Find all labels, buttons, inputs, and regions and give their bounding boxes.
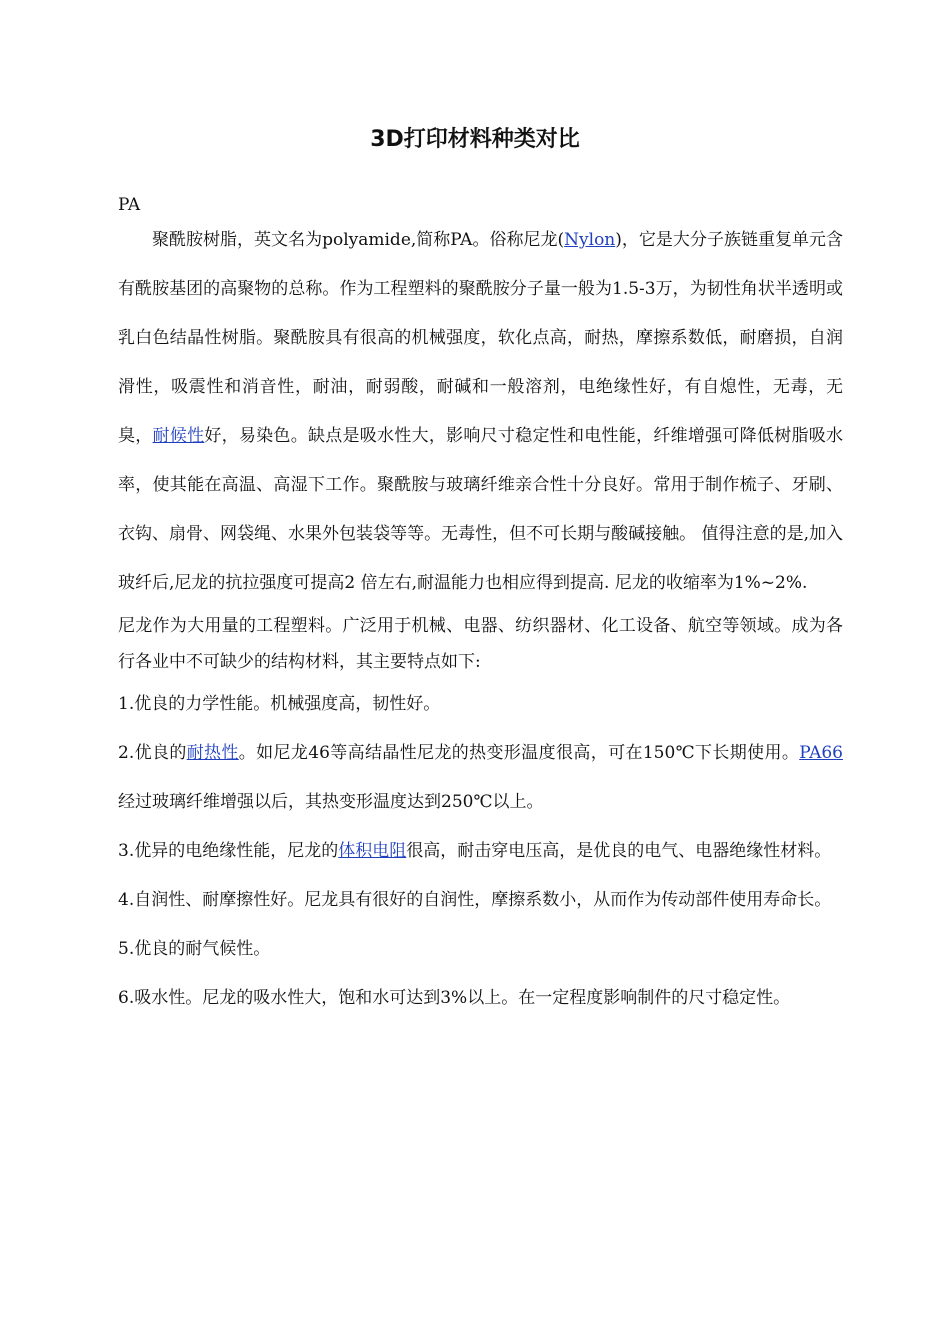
paragraph-pa-intro	[118, 216, 843, 608]
section-heading-pa: PA	[118, 195, 141, 215]
paragraph-usage: 尼龙作为大用量的工程塑料。广泛用于机械、电器、纺织器材、化工设备、航空等领域。成为各行各业中不可缺少的结构材料，其主要特点如下:	[118, 616, 843, 672]
link-weather-resistance[interactable]: 耐候性	[152, 426, 205, 446]
text-run: 好，易染色。缺点是吸水性大，影响尺寸稳定性和电性能，纤维增强可降低树脂吸水率，使其能在高温、高湿下工作。聚酰胺与玻璃纤维亲合性十分良好。常用于制作梳子、牙刷、衣钩、扇骨、网袋绳、水果外包装袋等等。无毒性，但不可长期与酸碱接触。 值得注意的是,加入玻纤后,尼龙的抗拉强度可提高2 倍左右,耐温能力也相应得到提高. 尼龙的收缩率为1%~2%.	[118, 426, 844, 593]
link-pa66[interactable]: PA66	[799, 743, 843, 763]
link-nylon[interactable]: Nylon	[564, 230, 616, 250]
text-run: 聚酰胺树脂，英文名为polyamide,简称PA。俗称尼龙(	[152, 230, 565, 250]
text-run: 3.优异的电绝缘性能，尼龙的	[118, 841, 339, 861]
text-run: )，它是大分子族链重复单元含有酰胺基团的高聚物的总称。作为工程塑料的聚酰胺分子量一般为1.5-3万，为韧性角状半透明或乳白色结晶性树脂。聚酰胺具有很高的机械强度，软化点高，耐热，摩擦系数低，耐磨损，自润滑性，吸震性和消音性，耐油，耐弱酸，耐碱和一般溶剂，电绝缘性好，有自熄性，无毒，无臭，	[118, 230, 844, 446]
list-item-4: 4.自润性、耐摩擦性好。尼龙具有很好的自润性，摩擦系数小，从而作为传动部件使用寿命长。	[118, 890, 832, 910]
list-item-5: 5.优良的耐气候性。	[118, 939, 271, 959]
list-item-2	[118, 729, 843, 827]
text-run: 。如尼龙46等高结晶性尼龙的热变形温度很高，可在150℃下长期使用。	[238, 743, 800, 763]
list-item-3	[118, 827, 843, 876]
list-item-6: 6.吸水性。尼龙的吸水性大，饱和水可达到3%以上。在一定程度影响制件的尺寸稳定性。	[118, 988, 791, 1008]
list-item-1: 1.优良的力学性能。机械强度高，韧性好。	[118, 694, 441, 714]
text-run: 经过玻璃纤维增强以后，其热变形温度达到250℃以上。	[118, 792, 544, 812]
text-run: 2.优良的	[118, 743, 187, 763]
link-heat-resistance[interactable]: 耐热性	[186, 743, 239, 763]
document-title: 3D打印材料种类对比	[370, 127, 580, 152]
document-body	[118, 216, 843, 1023]
text-run: 很高，耐击穿电压高，是优良的电气、电器绝缘性材料。	[406, 841, 832, 861]
link-volume-resistance[interactable]: 体积电阻	[338, 841, 407, 861]
